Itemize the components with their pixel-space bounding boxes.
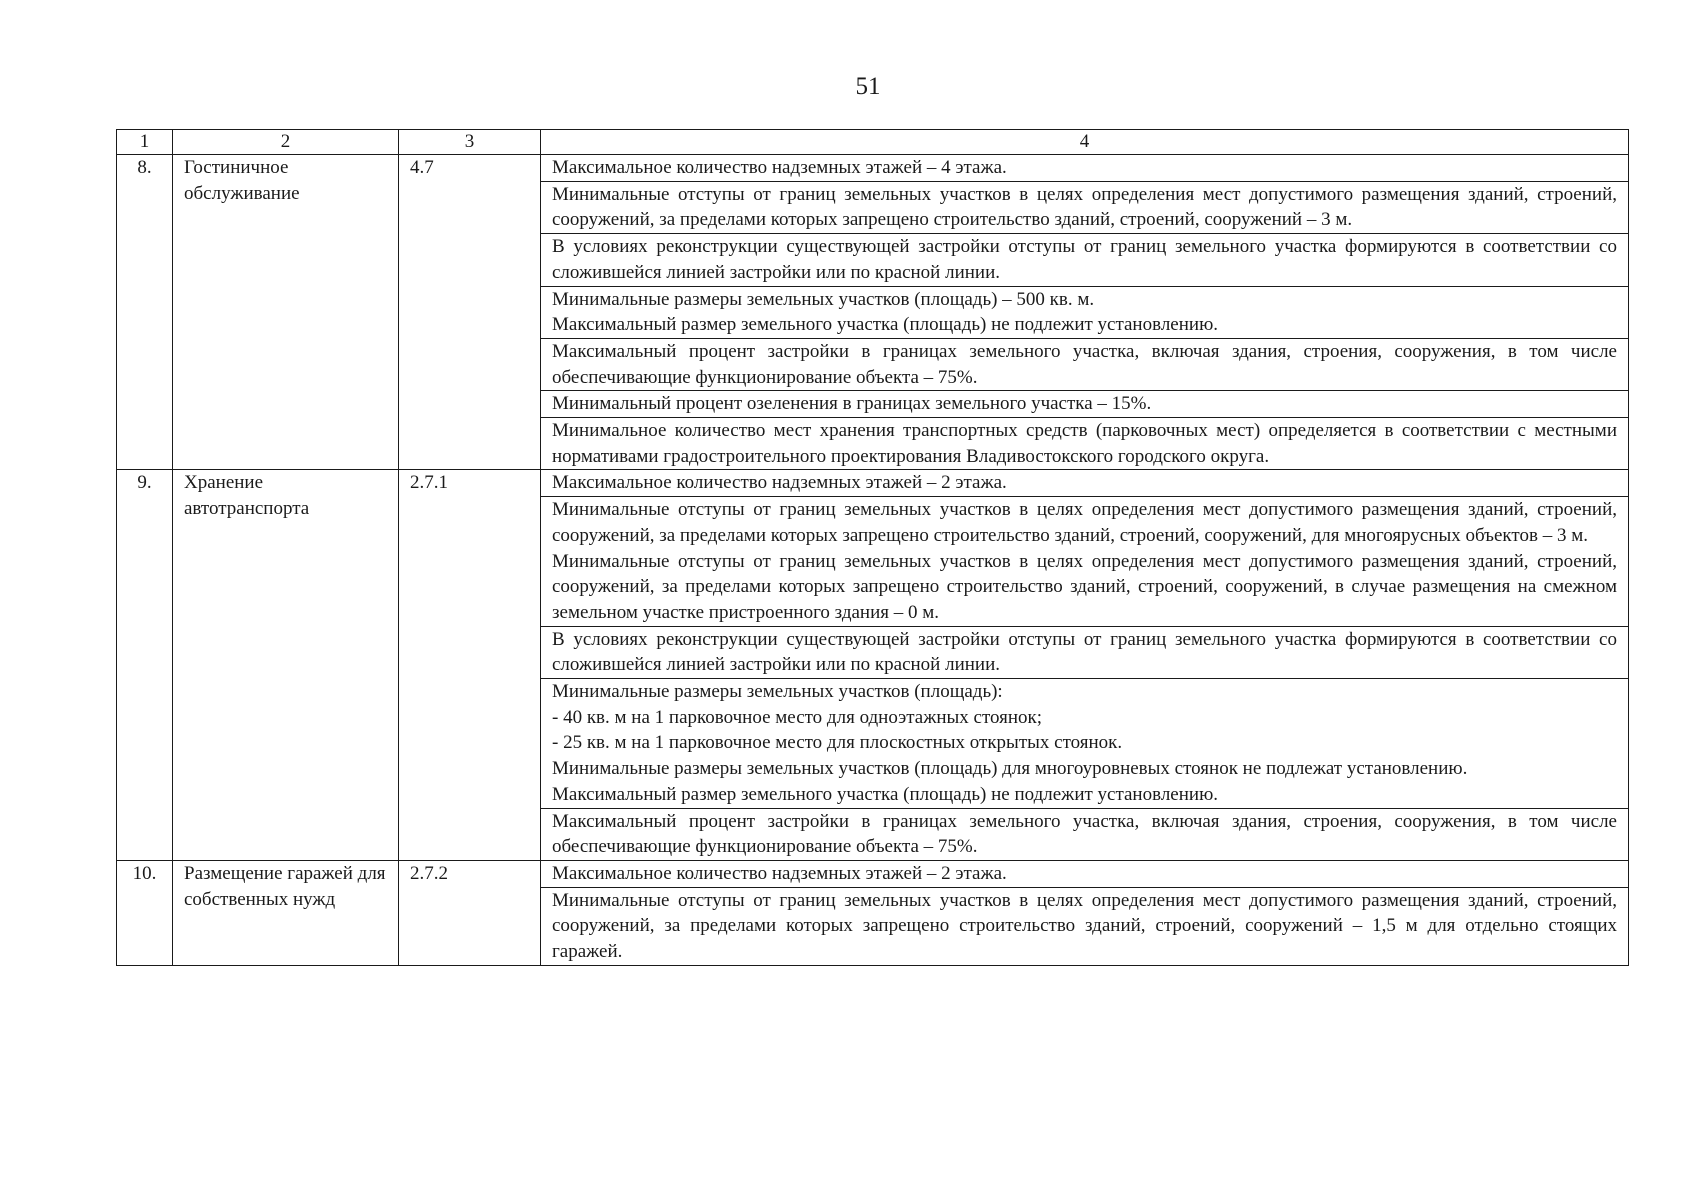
use-name-cell: Хранение автотранспорта <box>173 470 399 861</box>
row-number-cell: 8. <box>117 155 173 470</box>
parameter-cell <box>541 391 1629 418</box>
parameter-text: Минимальные отступы от границ земельных участков в целях определения мест допустимого размещения зданий, строений, сооружений, за пределами которых запрещено строительство зданий, строений, сооружений – 3 м. <box>552 183 1617 231</box>
row-number-cell: 10. <box>117 860 173 965</box>
parameter-text: В условиях реконструкции существующей застройки отступы от границ земельного участка формируются в соответствии со сложившейся линией застройки или по красной линии. <box>552 628 1617 676</box>
parameter-text: - 40 кв. м на 1 парковочное место для одноэтажных стоянок; <box>552 706 1043 728</box>
parameter-text: Минимальные размеры земельных участков (площадь): <box>552 681 1003 703</box>
parameter-text: Минимальное количество мест хранения транспортных средств (парковочных мест) определяется в соответствии с местными нормативами градостроительного проектирования Владивостокского городского округа. <box>552 420 1617 467</box>
parameter-cell <box>541 470 1629 497</box>
parameter-text: Минимальный процент озеленения в границах земельного участка – 15%. <box>552 393 1152 415</box>
parameter-text: Максимальное количество надземных этажей – 4 этажа. <box>552 157 1007 178</box>
parameter-cell <box>541 181 1629 233</box>
parameter-text: Минимальные отступы от границ земельных участков в целях определения мест допустимого размещения зданий, строений, сооружений, за пределами которых запрещено строительство зданий, строений, сооружений, в случае размещения на смежном земельном участке пристроенного здания – 0 м. <box>552 550 1617 623</box>
parameter-text: Максимальное количество надземных этажей – 2 этажа. <box>552 862 1007 884</box>
parameter-cell <box>541 887 1629 965</box>
header-cell: 3 <box>399 130 541 155</box>
table-header-row <box>117 130 1629 155</box>
parameter-cell <box>541 338 1629 390</box>
parameter-cell <box>541 808 1629 860</box>
use-code-cell: 4.7 <box>399 155 541 470</box>
header-cell: 1 <box>117 130 173 155</box>
parameter-text: Максимальный процент застройки в границах земельного участка, включая здания, строения, сооружения, в том числе обеспечивающие функционирование объекта – 75%. <box>552 810 1617 858</box>
regulations-table <box>116 129 1629 966</box>
parameter-text: В условиях реконструкции существующей застройки отступы от границ земельного участка формируются в соответствии со сложившейся линией застройки или по красной линии. <box>552 236 1617 283</box>
parameter-cell <box>541 418 1629 470</box>
parameter-cell <box>541 626 1629 678</box>
parameter-cell <box>541 286 1629 338</box>
parameter-text: Минимальные отступы от границ земельных участков в целях определения мест допустимого размещения зданий, строений, сооружений, за пределами которых запрещено строительство зданий, строений, сооружений, для многоярусных объектов – 3 м. <box>552 499 1617 546</box>
parameter-text: Максимальный размер земельного участка (площадь) не подлежит установлению. <box>552 314 1219 336</box>
parameter-text: Максимальное количество надземных этажей – 2 этажа. <box>552 472 1007 494</box>
parameter-cell <box>541 497 1629 627</box>
table-row <box>117 860 1629 887</box>
page-number: 51 <box>855 73 881 100</box>
parameter-cell <box>541 234 1629 286</box>
parameter-text: Минимальные отступы от границ земельных участков в целях определения мест допустимого размещения зданий, строений, сооружений, за пределами которых запрещено строительство зданий, строений, сооружений – 1,5 м для отдельно стоящих гаражей. <box>552 889 1617 963</box>
parameter-text: Минимальные размеры земельных участков (площадь) – 500 кв. м. <box>552 288 1095 310</box>
parameter-text: - 25 кв. м на 1 парковочное место для плоскостных открытых стоянок. <box>552 732 1123 754</box>
table-row <box>117 470 1629 497</box>
parameter-text: Максимальный размер земельного участка (площадь) не подлежит установлению. <box>552 783 1219 805</box>
table-row <box>117 155 1629 182</box>
use-name-cell: Гостиничное обслуживание <box>173 155 399 470</box>
use-code-cell: 2.7.1 <box>399 470 541 861</box>
parameter-cell <box>541 860 1629 887</box>
use-code-cell: 2.7.2 <box>399 860 541 965</box>
parameter-cell <box>541 679 1629 809</box>
parameter-text: Максимальный процент застройки в границах земельного участка, включая здания, строения, сооружения, в том числе обеспечивающие функционирование объекта – 75%. <box>552 340 1617 388</box>
header-cell: 4 <box>541 130 1629 155</box>
parameter-text: Минимальные размеры земельных участков (площадь) для многоуровневых стоянок не подлежат установлению. <box>552 758 1468 780</box>
use-name-cell: Размещение гаражей для собственных нужд <box>173 860 399 965</box>
parameter-cell <box>541 155 1629 182</box>
row-number-cell: 9. <box>117 470 173 861</box>
header-cell: 2 <box>173 130 399 155</box>
